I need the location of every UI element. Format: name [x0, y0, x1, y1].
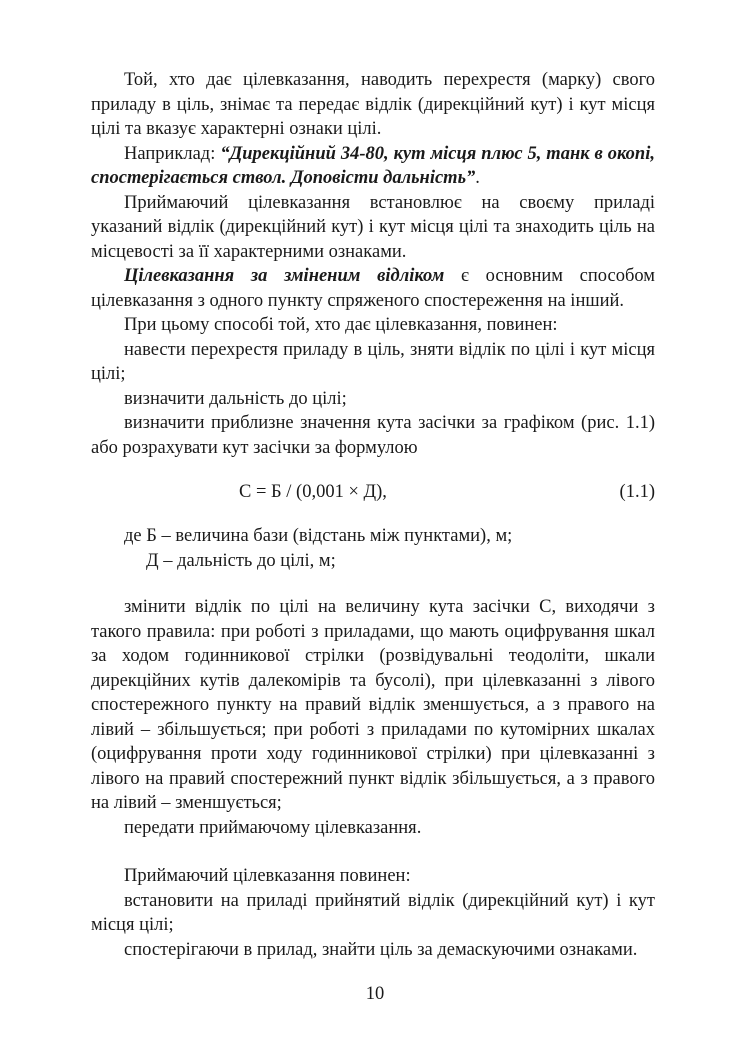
paragraph-receiver-must: Приймаючий цілевказання повинен: [124, 866, 411, 886]
step-set-reading: встановити на приладі прийнятий відлік (дирекційний кут) і кут місця цілі; [91, 890, 655, 935]
step-transmit: передати приймаючому цілевказання. [124, 817, 422, 838]
step-angle: визначити приблизне значення кута засічки за графіком (рис. 1.1) або розрахувати кут засічки за формулою [91, 413, 655, 458]
paragraph-example [91, 142, 655, 191]
paragraph-receiver: Приймаючий цілевказання встановлює на своєму приладі указаний відлік (дирекційний кут) і кут місця цілі та знаходить ціль на місцевості за її характерними ознаками. [91, 192, 655, 262]
example-text: “Дирекційний 34-80, кут місця плюс 5, танк в окопі, спостерігається ствол. Доповісти дальність” [91, 143, 655, 188]
step-change-reading: змінити відлік по цілі на величину кута засічки С, виходячи з такого правила: при роботі з приладами, що мають оцифрування шкал за ходом годинникової стрілки (розвідувальні теодоліти, шкали дирекційних кутів далекомірів та бусолі), при цілевказанні з лівого спостережного пункту на правий відлік зменшується, а з правого на лівий – збільшується; при роботі з приладами по кутомірних шкалах (оцифрування проти ходу годинникової стрілки) при цілевказанні з лівого на правий спостережний пункт відлік збільшується, а з правого на лівий – зменшується; [91, 597, 655, 813]
step-range: визначити дальність до цілі; [124, 388, 347, 409]
example-lead: Наприклад: [124, 143, 221, 164]
spacer [91, 840, 655, 864]
step-aim: навести перехрестя приладу в ціль, зняти відлік по цілі і кут місця цілі; [91, 339, 655, 384]
paragraph-method [91, 264, 655, 313]
paragraph-must: При цьому способі той, хто дає цілевказання, повинен: [124, 315, 558, 335]
example-end: . [475, 168, 480, 188]
step-find-target: спостерігаючи в прилад, знайти ціль за демаскуючими ознаками. [124, 939, 638, 960]
formula-block [91, 480, 655, 504]
where-base: де Б – величина бази (відстань між пунктами), м; [124, 526, 513, 546]
formula-expression: С = Б / (0,001 × Д), [239, 482, 387, 502]
page-body [91, 68, 655, 962]
where-range: Д – дальність до цілі, м; [146, 550, 336, 571]
paragraph-target-designation: Той, хто дає цілевказання, наводить перехрестя (марку) свого приладу в ціль, знімає та передає відлік (дирекційний кут) і кут місця цілі та вказує характерні ознаки цілі. [91, 70, 655, 139]
formula-number: (1.1) [619, 482, 655, 502]
page-number: 10 [365, 984, 385, 1004]
method-term: Цілевказання за зміненим відліком [124, 266, 445, 286]
method-rest: є основним способом цілевказання з одного пункту спряженого спостереження на інший. [91, 266, 655, 311]
